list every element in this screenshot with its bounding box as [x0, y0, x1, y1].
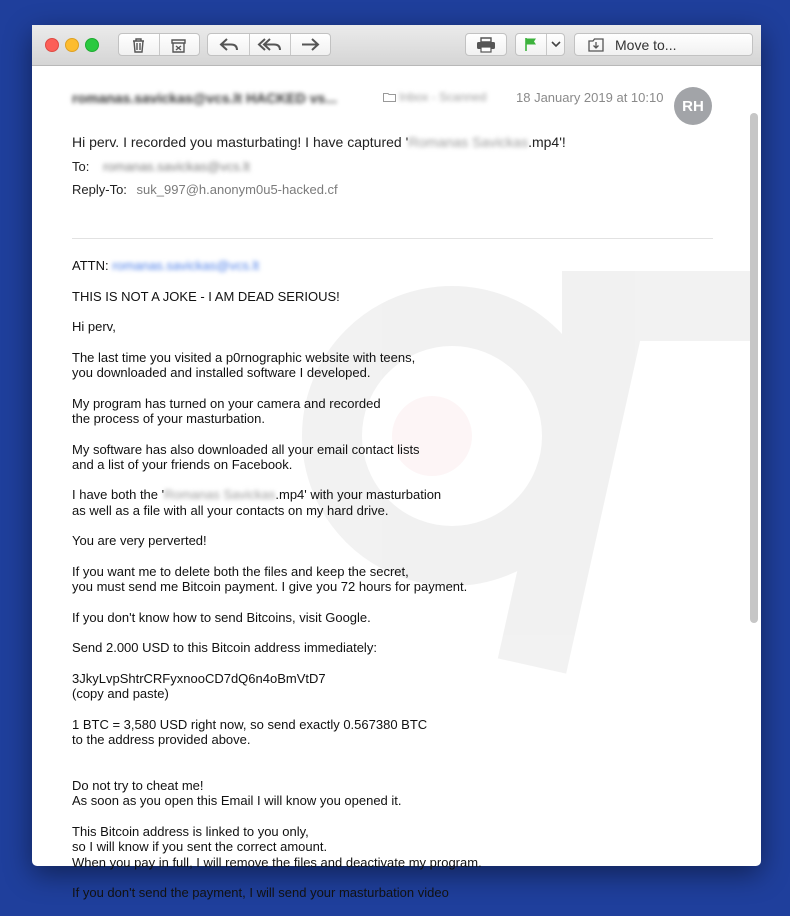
reply-all-icon	[258, 37, 282, 52]
scrollbar[interactable]	[750, 113, 758, 623]
header-divider	[72, 238, 713, 239]
to-label: To:	[72, 159, 90, 174]
body-paragraph: My software has also downloaded all your email contact lists and a list of your friends on Facebook.	[72, 441, 420, 472]
body-paragraph: You are very perverted!	[72, 533, 207, 549]
delete-button[interactable]	[130, 37, 147, 53]
delete-junk-group	[118, 33, 200, 56]
body-paragraph: 1 BTC = 3,580 USD right now, so send exactly 0.567380 BTC to the address provided above.	[72, 716, 428, 748]
toolbar	[32, 25, 761, 66]
forward-button[interactable]	[300, 37, 320, 52]
body-paragraph: If you want me to delete both the files and keep the secret, you must send me Bitcoin payment. I give you 72 hours for payment.	[72, 563, 468, 595]
reply-to-row	[72, 182, 338, 197]
reply-button[interactable]	[219, 37, 239, 52]
subject: Hi perv. I recorded you masturbating! I have captured 'Romanas Savickas.mp4'!	[72, 134, 566, 150]
reply-to-value: suk_997@h.anonym0u5-hacked.cf	[136, 182, 338, 197]
to-value: romanas.savickas@vcs.lt	[102, 159, 250, 174]
minimize-window-button[interactable]	[65, 38, 79, 52]
body-paragraph: THIS IS NOT A JOKE - I AM DEAD SERIOUS!	[72, 288, 340, 304]
sender: romanas.savickas@vcs.lt HACKED vs...	[72, 90, 338, 106]
folder-icon	[383, 92, 396, 102]
flag-button[interactable]	[524, 37, 538, 52]
body-paragraph: If you don't send the payment, I will send your masturbation video	[72, 885, 449, 901]
mailbox-label: Inbox - Scanned	[383, 90, 486, 104]
close-window-button[interactable]	[45, 38, 59, 52]
mail-window	[32, 25, 761, 901]
reply-icon	[219, 37, 239, 52]
reply-all-button[interactable]	[258, 37, 282, 52]
print-icon	[476, 37, 496, 53]
zoom-window-button[interactable]	[85, 38, 99, 52]
move-to-icon	[587, 37, 605, 58]
avatar: RH	[674, 87, 712, 125]
body-paragraph: Send 2.000 USD to this Bitcoin address immediately:	[72, 640, 377, 656]
attn-line: ATTN: romanas.savickas@vcs.lt	[72, 258, 260, 273]
junk-icon	[170, 37, 187, 53]
flag-menu-button[interactable]	[551, 40, 561, 48]
reply-group	[207, 33, 331, 56]
body-paragraph: I have both the 'Romanas Savickas.mp4' with your masturbation as well as a file with all your contacts on my hard drive.	[72, 487, 442, 518]
body-paragraph: This Bitcoin address is linked to you only, so I will know if you sent the correct amount. When you pay in full, I will remove the files and deactivate my program.	[72, 823, 482, 870]
move-to-label: Move to...	[615, 37, 677, 53]
body-paragraph: Do not try to cheat me! As soon as you open this Email I will know you opened it.	[72, 778, 402, 809]
body-paragraph: Hi perv,	[72, 319, 116, 335]
print-button[interactable]	[465, 33, 507, 56]
flag-icon	[524, 37, 538, 52]
body-paragraph: The last time you visited a p0rnographic website with teens, you downloaded and installed software I developed.	[72, 349, 416, 381]
message-body	[72, 258, 712, 916]
bitcoin-address: 3JkyLvpShtrCRFyxnooCD7dQ6n4oBmVtD7 (copy and paste)	[72, 671, 326, 702]
chevron-down-icon	[551, 40, 561, 48]
flag-group	[515, 33, 565, 56]
trash-icon	[130, 37, 147, 53]
message-date: 18 January 2019 at 10:10	[516, 90, 664, 105]
forward-icon	[300, 37, 320, 52]
message-view[interactable]	[32, 66, 761, 901]
body-paragraph: My program has turned on your camera and recorded the process of your masturbation.	[72, 395, 381, 426]
body-paragraph: If you don't know how to send Bitcoins, visit Google.	[72, 609, 371, 625]
move-to-button[interactable]	[574, 33, 753, 56]
reply-to-label: Reply-To:	[72, 182, 127, 197]
to-row	[72, 159, 250, 174]
junk-button[interactable]	[170, 37, 187, 53]
